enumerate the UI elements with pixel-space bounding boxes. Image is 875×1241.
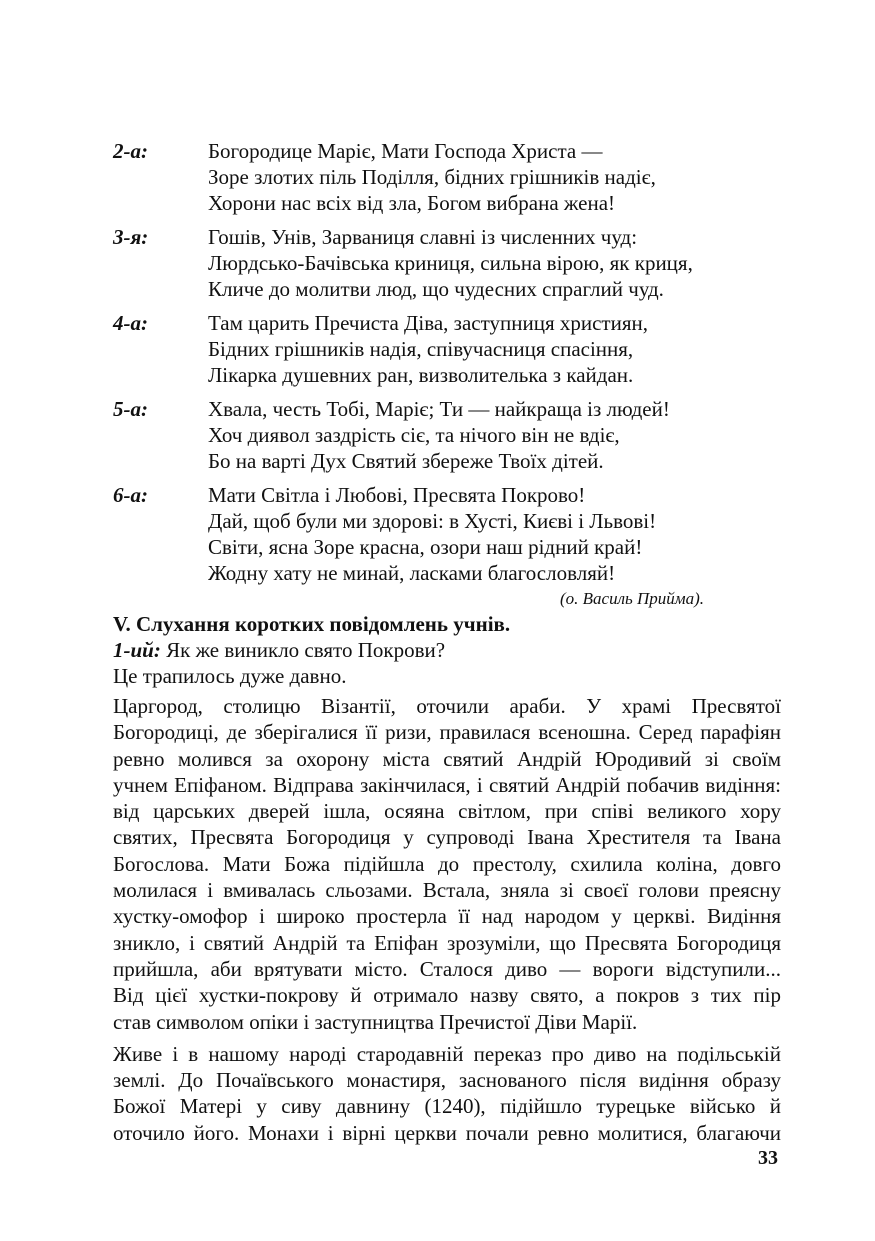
stanza-line: Лікарка душевних ран, визволителька з кайдан. — [208, 363, 634, 387]
paragraph-line: ревно молився за охорону міста святий Андрій Юродивий зі своїм — [113, 746, 781, 771]
paragraph-line: молилася і вмивалась сльозами. Встала, зняла зі своєї голови преясну — [113, 878, 781, 903]
stanza-line: Бо на варті Дух Святий збереже Твоїх дітей. — [208, 449, 604, 473]
paragraph-line: Божої Матері у сиву давнину (1240), підійшло турецьке військо й — [113, 1094, 781, 1119]
stanza-line: Бідних грішників надія, співучасниця спасіння, — [208, 337, 634, 361]
stanza-line: Дай, щоб були ми здорові: в Хусті, Києві і Львові! — [208, 509, 657, 533]
stanza-lines — [208, 224, 773, 302]
stanza-line: Зоре злотих піль Поділля, бідних грішників надіє, — [208, 165, 656, 189]
stanza-number: 2-а: — [113, 139, 148, 163]
speaker-label: 1-ий: — [113, 638, 161, 662]
page-number: 33 — [758, 1147, 778, 1169]
stanza — [113, 224, 773, 302]
paragraph-line: хустку-омофор і широко простерла її над народом у церкві. Видіння — [113, 904, 781, 929]
stanza-lines — [208, 482, 773, 586]
paragraph-line: став символом опіки і заступництва Пречистої Діви Марії. — [113, 1009, 638, 1034]
paragraph-line: зникло, і святий Андрій та Епіфан зрозуміли, що Пресвята Богородиця — [113, 930, 781, 955]
paragraph — [113, 1041, 781, 1146]
stanza-line: Там царить Пречиста Діва, заступниця християн, — [208, 311, 648, 335]
stanza-line: Хвала, честь Тобі, Маріє; Ти — найкраща із людей! — [208, 397, 670, 421]
paragraph-line: Богородиці, де зберігалися її ризи, правилася всеношна. Серед парафіян — [113, 720, 781, 745]
section-body — [113, 611, 781, 1146]
stanza-lines — [208, 138, 773, 216]
stanza-line: Люрдсько-Бачівська криниця, сильна вірою, як криця, — [208, 251, 693, 275]
stanza — [113, 396, 773, 474]
paragraph-line: землі. До Почаївського монастиря, заснованого після видіння образу — [113, 1068, 781, 1093]
stanza-number: 5-а: — [113, 397, 148, 421]
stanza — [113, 482, 773, 586]
stanza-line: Жодну хату не минай, ласками благословляй! — [208, 561, 616, 585]
stanza-line: Хорони нас всіх від зла, Богом вибрана жена! — [208, 191, 616, 215]
stanza — [113, 138, 773, 216]
stanza-number: 3-я: — [113, 225, 149, 249]
stanza-number: 4-а: — [113, 311, 148, 335]
stanza-line: Кличе до молитви люд, що чудесних спраглий чуд. — [208, 277, 664, 301]
stanza — [113, 310, 773, 388]
stanza-line: Мати Світла і Любові, Пресвята Покрово! — [208, 483, 586, 507]
paragraph-line: Богослова. Мати Божа підійшла до престолу, схилила коліна, довго — [113, 851, 781, 876]
paragraph-line: святих, Пресвята Богородиця у супроводі Івана Хрестителя та Івана — [113, 825, 781, 850]
stanza-line: Хоч диявол заздрість сіє, та нічого він не вдіє, — [208, 423, 620, 447]
paragraph-line: учнем Епіфаном. Відправа закінчилася, і святий Андрій побачив видіння: — [113, 772, 781, 797]
student-question — [113, 637, 781, 663]
paragraph-line: від царських дверей ішла, осяяна світлом, при співі великого хору — [113, 799, 781, 824]
hymn-stanzas — [113, 138, 773, 594]
stanza-number: 6-а: — [113, 483, 148, 507]
stanza-line: Світи, ясна Зоре красна, озори наш рідний край! — [208, 535, 643, 559]
section-heading: V. Слухання коротких повідомлень учнів. — [113, 612, 511, 636]
stanza-lines — [208, 396, 773, 474]
paragraph-line: Живе і в нашому народі стародавній переказ про диво на подільській — [113, 1041, 781, 1066]
poem-attribution: (о. Василь Прийма). — [560, 589, 705, 608]
paragraph — [113, 693, 781, 1035]
stanza-line: Гошів, Унів, Зарваниця славні із численних чуд: — [208, 225, 638, 249]
answer-intro: Це трапилось дуже давно. — [113, 664, 347, 688]
paragraph-line: прийшла, аби врятувати місто. Сталося диво — вороги відступили... — [113, 956, 781, 981]
stanza-lines — [208, 310, 773, 388]
paragraph-line: Від цієї хустки-покрову й отримало назву свято, а покров з тих пір — [113, 983, 781, 1008]
paragraph-line: оточило його. Монахи і вірні церкви почали ревно молитися, благаючи — [113, 1120, 781, 1145]
stanza-line: Богородице Маріє, Мати Господа Христа — — [208, 139, 603, 163]
paragraph-line: Царгород, столицю Візантії, оточили араби. У храмі Пресвятої — [113, 694, 781, 718]
question-text: Як же виникло свято Покрови? — [160, 638, 446, 662]
